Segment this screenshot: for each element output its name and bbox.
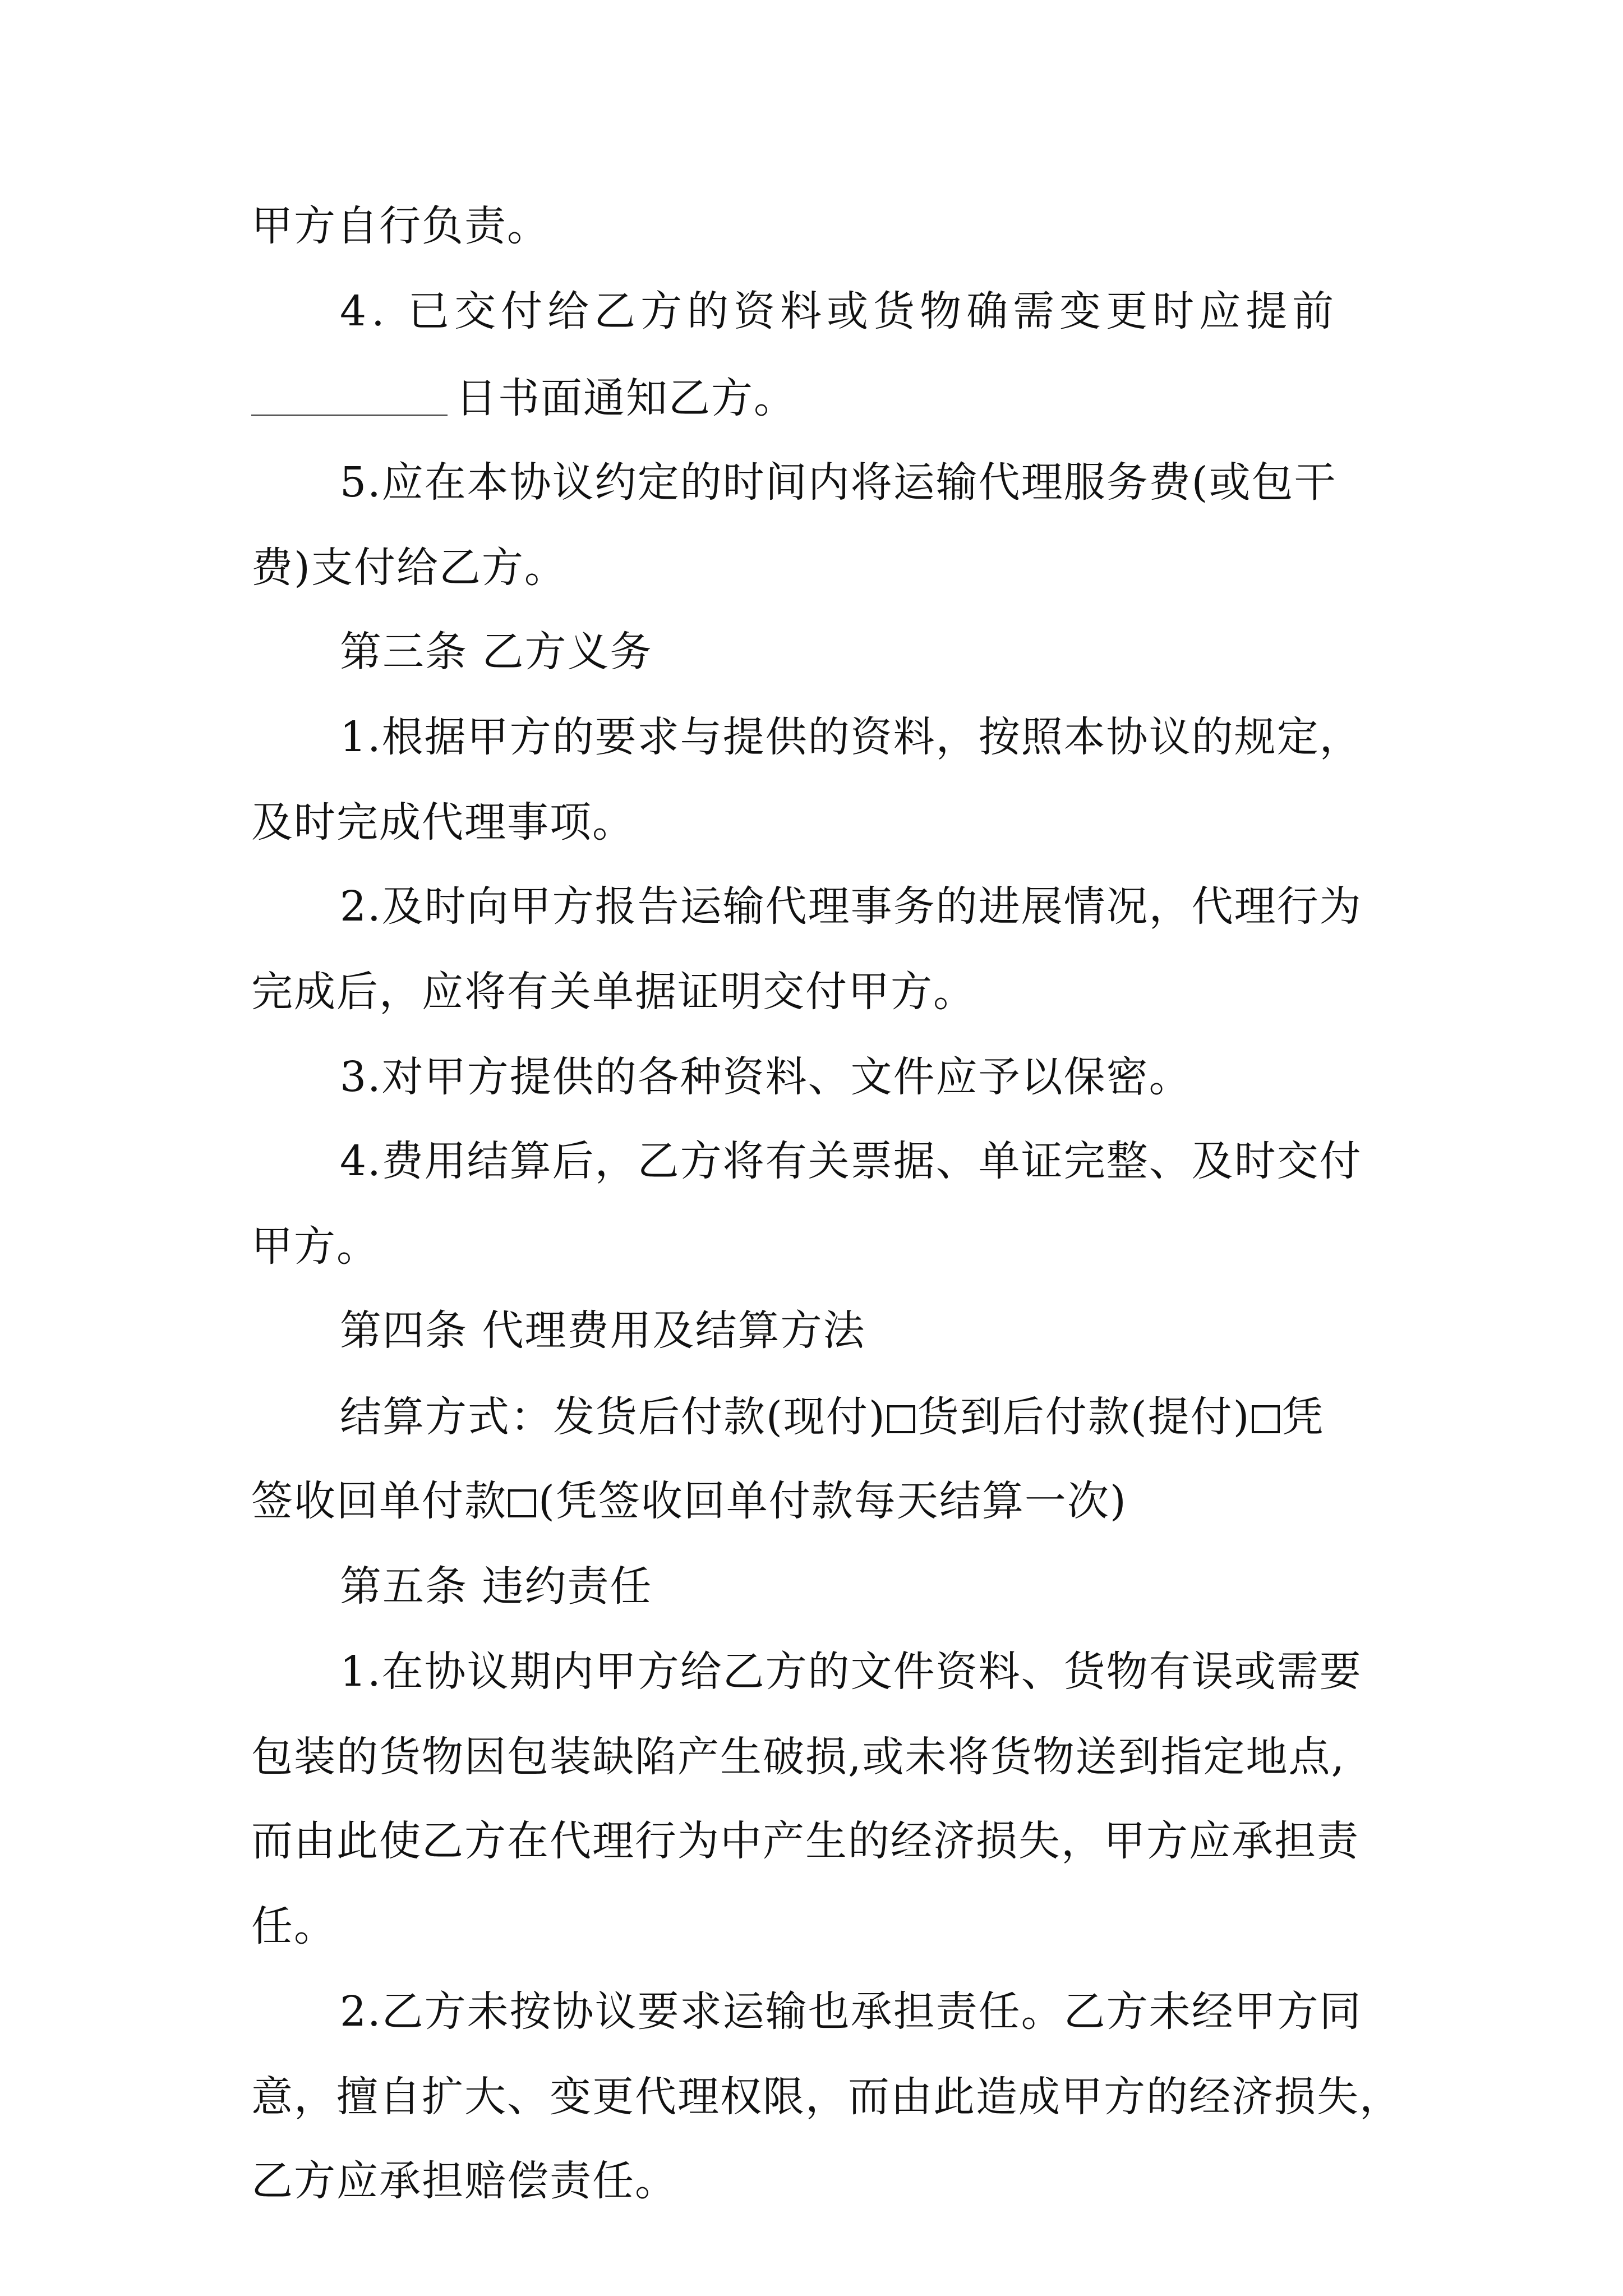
text-line: 1.根据甲方的要求与提供的资料，按照本协议的规定，	[340, 713, 1362, 761]
option-label: 发货后付款(现付)	[553, 1393, 886, 1441]
text-line: 包装的货物因包装缺陷产生破损,或未将货物送到指定地点,	[251, 1733, 1346, 1781]
text-line: 4. 已交付给乙方的资料或货物确需变更时应提前	[340, 287, 1339, 335]
text-line: 乙方应承担赔偿责任。	[251, 2157, 677, 2205]
text-line: 2.乙方未按协议要求运输也承担责任。乙方未经甲方同	[340, 1987, 1362, 2036]
checkbox-receipt[interactable]	[508, 1489, 536, 1517]
settlement-line-continued	[251, 1473, 1127, 1529]
fill-in-blank[interactable]	[251, 375, 448, 416]
text-line: 2.及时向甲方报告运输代理事务的进展情况，代理行为	[340, 882, 1362, 931]
section-heading: 第五条 违约责任	[340, 1562, 653, 1611]
text-line: 完成后，应将有关单据证明交付甲方。	[251, 968, 976, 1016]
text-line: 而由此使乙方在代理行为中产生的经济损失，甲方应承担责	[251, 1817, 1359, 1865]
text-line: 1.在协议期内甲方给乙方的文件资料、货物有误或需要	[340, 1648, 1362, 1696]
section-heading: 第三条 乙方义务	[340, 628, 653, 676]
option-label: 签收回单付款	[251, 1477, 507, 1525]
checkbox-cod[interactable]	[1252, 1405, 1280, 1433]
checkbox-cash[interactable]	[887, 1405, 915, 1433]
text-line: 甲方。	[251, 1222, 379, 1271]
text-line: 甲方自行负责。	[251, 202, 550, 250]
text-line: 5.应在本协议约定的时间内将运输代理服务费(或包干	[340, 458, 1337, 507]
section-heading: 第四条 代理费用及结算方法	[340, 1306, 866, 1355]
option-label: 凭	[1281, 1393, 1325, 1441]
text-line: 费)支付给乙方。	[251, 544, 567, 592]
text-segment: 日书面通知乙方。	[455, 374, 796, 422]
text-segment: (凭签收回单付款每天结算一次)	[538, 1477, 1127, 1525]
text-line: 任。	[251, 1902, 336, 1950]
text-line: 及时完成代理事项。	[251, 798, 635, 846]
text-line-with-blank	[251, 370, 796, 426]
settlement-label: 结算方式：	[340, 1393, 553, 1441]
text-line: 3.对甲方提供的各种资料、文件应予以保密。	[340, 1053, 1192, 1101]
option-label: 货到后付款(提付)	[917, 1393, 1251, 1441]
text-line: 意，擅自扩大、变更代理权限，而由此造成甲方的经济损失，	[251, 2073, 1402, 2121]
settlement-line	[340, 1389, 1325, 1445]
text-line: 4.费用结算后，乙方将有关票据、单证完整、及时交付	[340, 1137, 1362, 1185]
